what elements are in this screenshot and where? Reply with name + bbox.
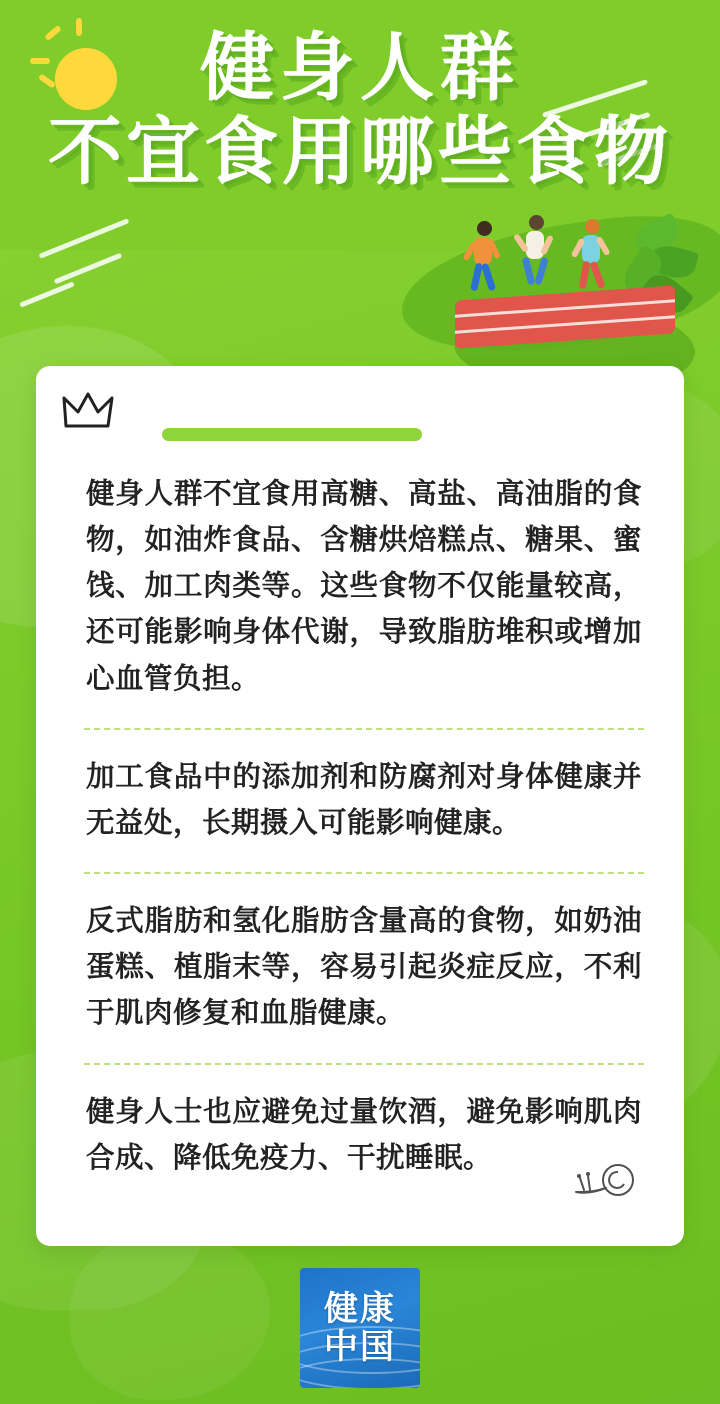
accent-bar: [162, 428, 422, 441]
decorative-speed-line: [19, 281, 75, 307]
paragraph: 加工食品中的添加剂和防腐剂对身体健康并无益处，长期摄入可能影响健康。: [86, 759, 642, 839]
title-line-2: 不宜食用哪些食物: [48, 108, 672, 195]
runner-figure: [517, 215, 563, 299]
runner-figure: [573, 219, 619, 303]
paragraph: 健身人士也应避免过量饮酒，避免影响肌肉合成、降低免疫力、干扰睡眠。: [86, 1094, 642, 1174]
dashed-divider: [84, 1063, 644, 1065]
dashed-divider: [84, 728, 644, 730]
paragraph: 健身人群不宜食用高糖、高盐、高油脂的食物，如油炸食品、含糖烘焙糕点、糖果、蜜饯、加工肉类等。这些食物不仅能量较高，还可能影响身体代谢，导致脂肪堆积或增加心血管负担。: [86, 477, 642, 695]
dashed-divider: [84, 872, 644, 874]
title-line-1: 健身人群: [200, 25, 520, 111]
background-blob: [70, 1230, 270, 1400]
logo-line-2: 中国: [324, 1327, 396, 1367]
runners-icon: [455, 215, 690, 350]
content-card: [36, 366, 684, 1246]
brand-logo: [300, 1268, 420, 1388]
poster-title: [0, 25, 720, 195]
decorative-speed-line: [54, 253, 123, 285]
logo-line-1: 健康: [324, 1288, 396, 1329]
paragraph: 反式脂肪和氢化脂肪含量高的食物，如奶油蛋糕、植脂末等，容易引起炎症反应，不利于肌肉修复和血脂健康。: [86, 904, 642, 1030]
snail-icon: [572, 1148, 642, 1200]
runner-figure: [465, 221, 511, 305]
card-content: [84, 406, 644, 1181]
